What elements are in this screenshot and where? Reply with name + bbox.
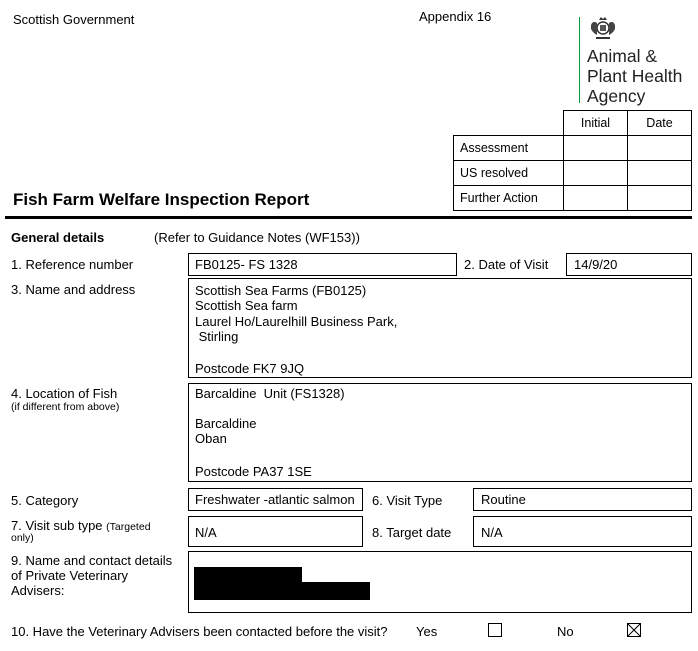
category-label: 5. Category	[11, 493, 79, 508]
date-of-visit-field[interactable]	[566, 253, 692, 276]
q10-yes-checkbox[interactable]	[488, 623, 502, 637]
row-label: Assessment	[454, 136, 564, 161]
vet-advisers-field[interactable]	[188, 551, 692, 613]
category-field[interactable]	[188, 488, 363, 511]
location-line: Barcaldine Unit (FS1328)	[195, 386, 345, 401]
royal-crest-icon	[588, 15, 618, 42]
reference-value: FB0125- FS 1328	[195, 257, 298, 272]
name-address-field[interactable]	[188, 278, 692, 378]
location-line: Barcaldine	[195, 416, 257, 431]
row-label: US resolved	[454, 161, 564, 186]
subtype-small-text-2: only)	[11, 532, 34, 544]
report-title: Fish Farm Welfare Inspection Report	[13, 190, 310, 209]
location-field[interactable]	[188, 383, 692, 482]
location-label: 4. Location of Fish	[11, 386, 118, 401]
cross-mark-icon	[628, 624, 640, 636]
title-rule	[5, 216, 692, 219]
assessment-table	[453, 110, 692, 211]
subtype-small-text: (Targeted	[106, 521, 151, 533]
location-line: Oban	[195, 431, 227, 446]
q10-no-checkbox[interactable]	[627, 623, 641, 637]
vet-label-line: Advisers:	[11, 583, 65, 598]
initial-cell[interactable]	[564, 186, 628, 211]
target-date-value: N/A	[481, 525, 503, 540]
target-date-field[interactable]	[473, 516, 692, 547]
subtype-label	[11, 518, 151, 533]
q10-no-label: No	[557, 624, 574, 639]
name-line: Scottish Sea farm	[195, 298, 298, 313]
vet-label-line: of Private Veterinary	[11, 568, 129, 583]
org-name: Scottish Government	[13, 12, 135, 27]
agency-divider	[579, 17, 580, 103]
name-line: Laurel Ho/Laurelhill Business Park,	[195, 314, 398, 329]
agency-name	[587, 46, 682, 106]
location-postcode: Postcode PA37 1SE	[195, 464, 312, 479]
agency-line-2: Plant Health	[587, 66, 683, 86]
row-label: Further Action	[454, 186, 564, 211]
location-sublabel: (if different from above)	[11, 401, 120, 413]
name-line: Scottish Sea Farms (FB0125)	[195, 283, 367, 298]
reference-label: 1. Reference number	[11, 257, 134, 272]
visit-type-value: Routine	[481, 492, 526, 507]
assessment-header-row	[454, 111, 692, 136]
q10-yes-label: Yes	[416, 624, 438, 639]
name-postcode: Postcode FK7 9JQ	[195, 361, 305, 376]
vet-label-line: 9. Name and contact details	[11, 553, 173, 568]
date-of-visit-label: 2. Date of Visit	[464, 257, 549, 272]
agency-line-3: Agency	[587, 86, 646, 106]
table-row	[454, 161, 692, 186]
initial-cell[interactable]	[564, 136, 628, 161]
table-row	[454, 136, 692, 161]
date-cell[interactable]	[628, 161, 692, 186]
appendix-label: Appendix 16	[419, 9, 492, 24]
target-date-label: 8. Target date	[372, 525, 452, 540]
subtype-field[interactable]	[188, 516, 363, 547]
reference-field[interactable]	[188, 253, 457, 276]
general-details-heading: General details	[11, 230, 105, 245]
subtype-value: N/A	[195, 525, 217, 540]
name-line: Stirling	[195, 329, 239, 344]
initial-cell[interactable]	[564, 161, 628, 186]
visit-type-field[interactable]	[473, 488, 692, 511]
redaction-bar	[194, 567, 302, 582]
date-cell[interactable]	[628, 136, 692, 161]
subtype-label-text: 7. Visit sub type	[11, 518, 103, 533]
date-of-visit-value: 14/9/20	[574, 257, 618, 272]
agency-line-1: Animal &	[587, 46, 658, 66]
blank-cell	[454, 111, 564, 136]
visit-type-label: 6. Visit Type	[372, 493, 443, 508]
q10-label: 10. Have the Veterinary Advisers been contacted before the visit?	[11, 624, 388, 639]
date-cell[interactable]	[628, 186, 692, 211]
col-date: Date	[628, 111, 692, 136]
table-row	[454, 186, 692, 211]
guidance-note: (Refer to Guidance Notes (WF153))	[154, 230, 360, 245]
col-initial: Initial	[564, 111, 628, 136]
name-address-label: 3. Name and address	[11, 282, 136, 297]
category-value: Freshwater -atlantic salmon	[195, 492, 355, 507]
redaction-bar	[194, 582, 370, 600]
